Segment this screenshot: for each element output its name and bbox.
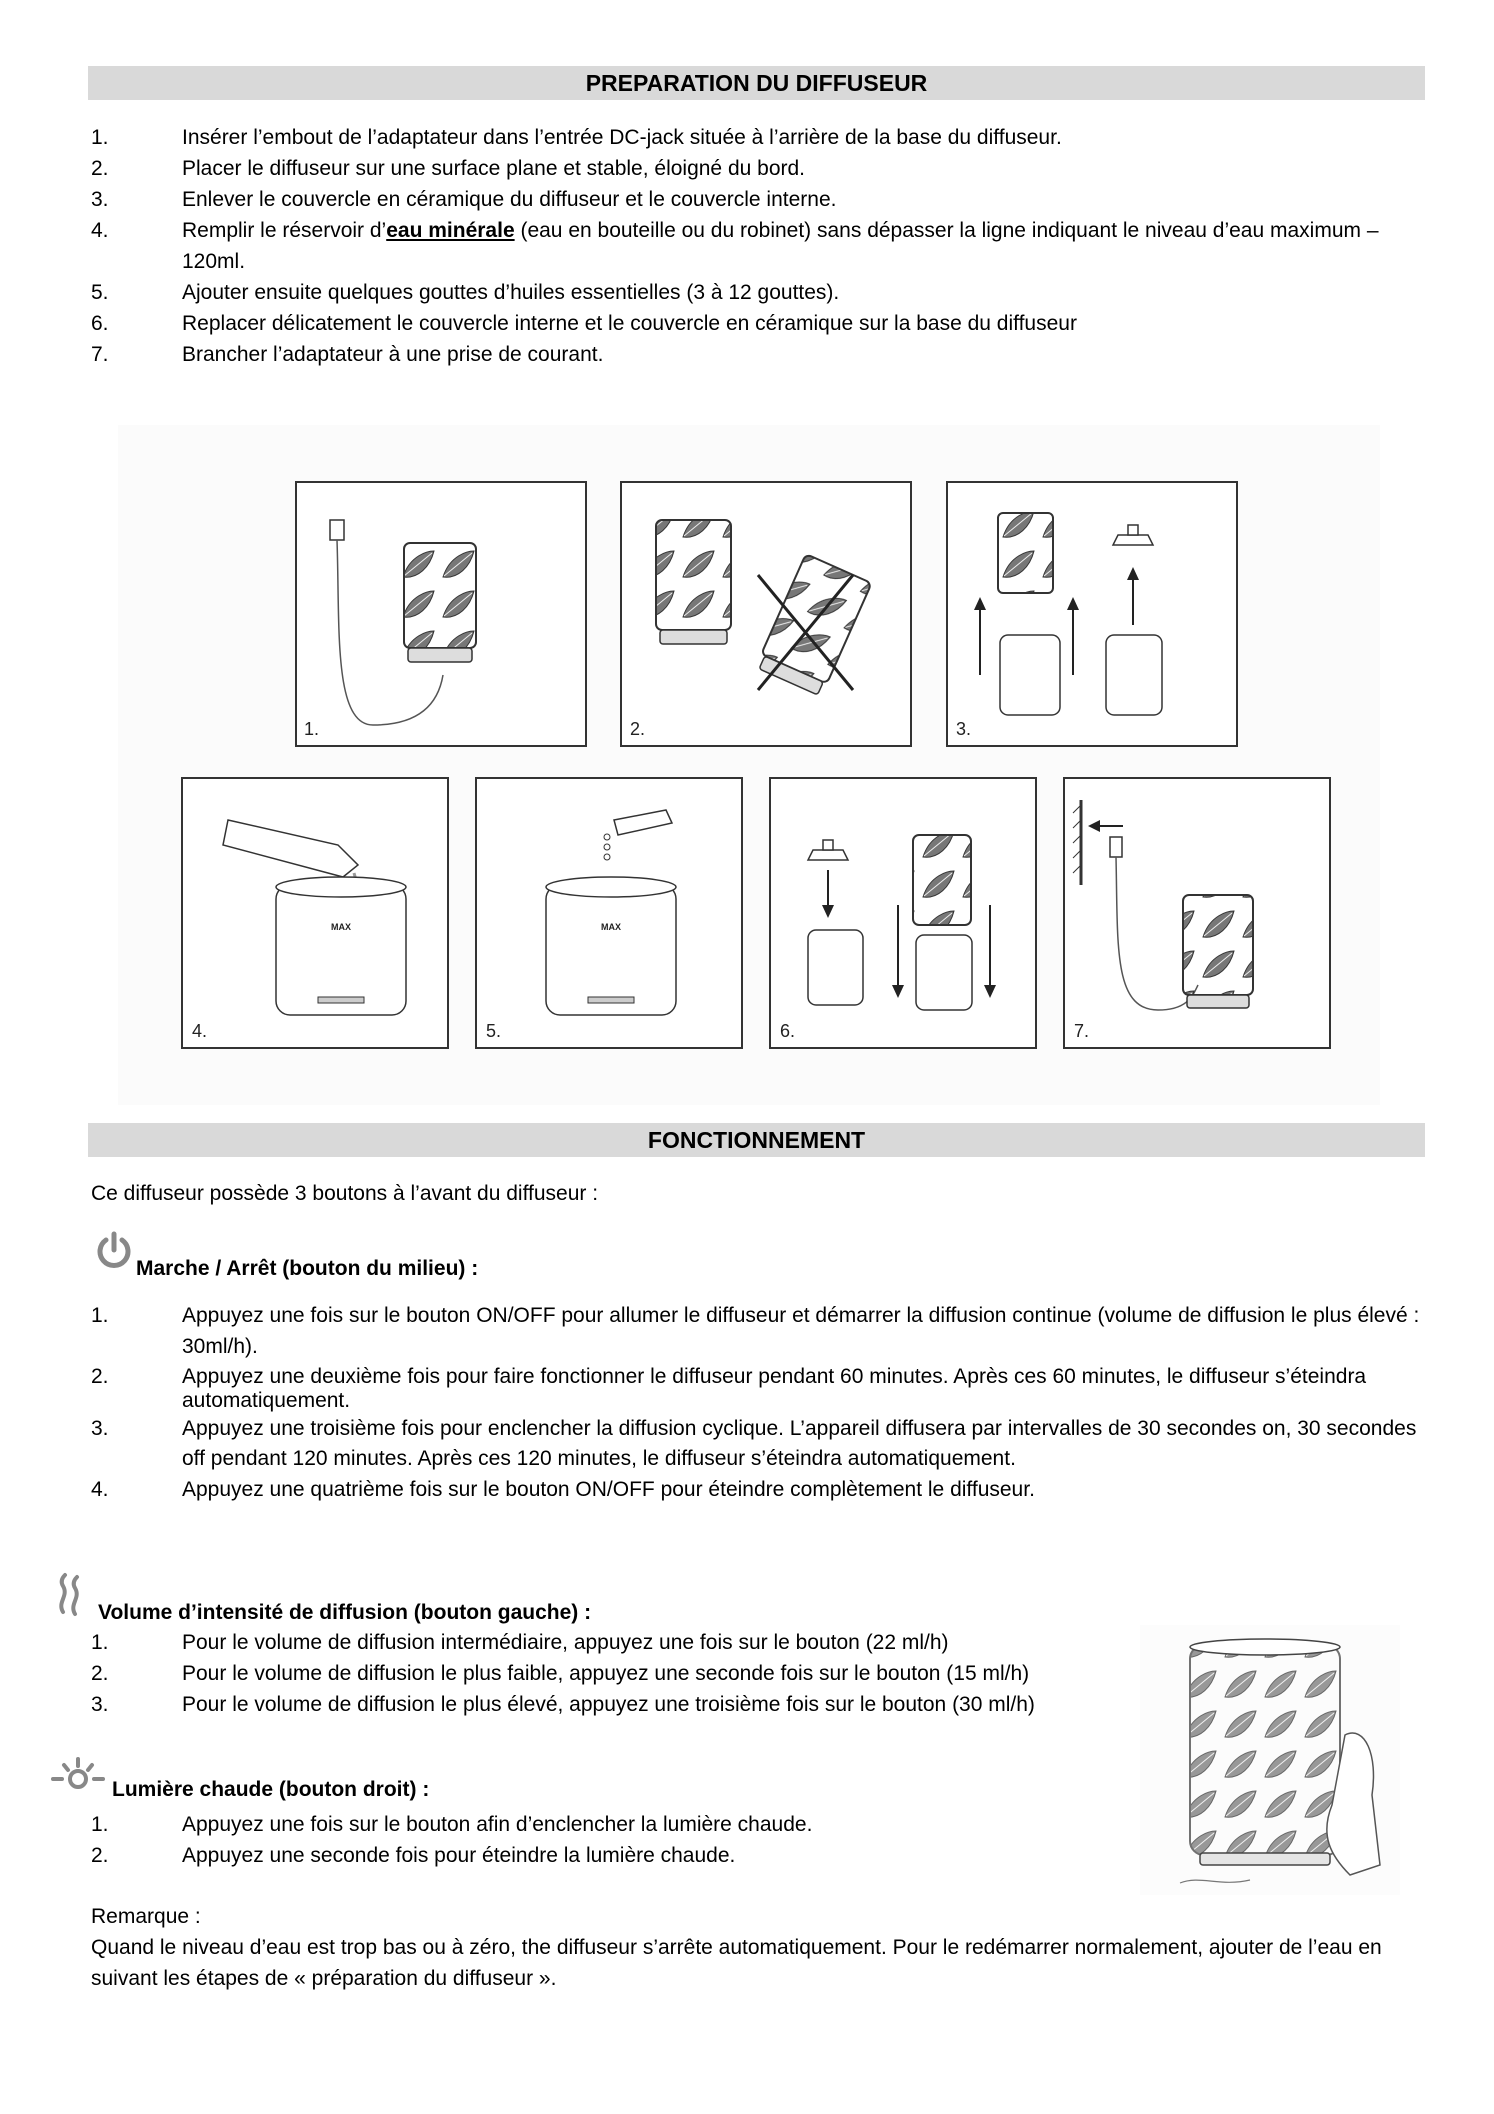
panel-label: 2. [630, 719, 646, 739]
volume-steps [91, 1627, 1131, 1720]
max-label: MAX [601, 922, 621, 932]
diffuser-hand-illustration [1140, 1625, 1400, 1895]
list-item: 3. Appuyez une troisième fois pour enclencher la diffusion cyclique. L’appareil diffusera par intervalles de 30 secondes on, 30 secondes off pendant 120 minutes. Après ces 120 minutes, le diffuseur s’éteindra automatiquement. [91, 1417, 1417, 1470]
list-item: 3. Enlever le couvercle en céramique du diffuseur et le couvercle interne. [91, 188, 837, 211]
remark-label: Remarque : [91, 1905, 201, 1928]
list-item: 1. Pour le volume de diffusion intermédiaire, appuyez une fois sur le bouton (22 ml/h) [91, 1631, 949, 1654]
list-item: 1. Insérer l’embout de l’adaptateur dans l’entrée DC-jack située à l’arrière de la base du diffuseur. [91, 126, 1062, 149]
list-item: 4. Remplir le réservoir d’eau minérale (eau en bouteille ou du robinet) sans dépasser la ligne indiquant le niveau d’eau maximum – 120ml. [91, 219, 1379, 273]
remark-text: Quand le niveau d’eau est trop bas ou à zéro, the diffuseur s’arrête automatiquement. Pour le redémarrer normalement, ajouter de l’eau en suivant les étapes de « préparation du diffuseur ». [91, 1936, 1382, 1990]
power-steps [91, 1300, 1431, 1505]
prep-title: PREPARATION DU DIFFUSEUR [88, 66, 1425, 100]
max-label: MAX [331, 922, 351, 932]
list-item: 2. Placer le diffuseur sur une surface plane et stable, éloigné du bord. [91, 157, 806, 180]
mist-icon [55, 1572, 91, 1618]
list-item: 6. Replacer délicatement le couvercle interne et le couvercle en céramique sur la base du diffuseur [91, 312, 1077, 335]
list-item: 2. Appuyez une seconde fois pour éteindre la lumière chaude. [91, 1844, 736, 1867]
power-heading: Marche / Arrêt (bouton du milieu) : [136, 1257, 479, 1280]
light-icon [50, 1757, 106, 1797]
power-icon [94, 1230, 134, 1270]
light-heading: Lumière chaude (bouton droit) : [112, 1778, 430, 1801]
light-steps [91, 1809, 1131, 1871]
list-item: 1. Appuyez une fois sur le bouton afin d’enclencher la lumière chaude. [91, 1813, 813, 1836]
panel-2 [621, 482, 911, 746]
panel-3 [947, 482, 1237, 746]
panel-label: 5. [486, 1021, 502, 1041]
list-item: 7. Brancher l’adaptateur à une prise de courant. [91, 343, 604, 366]
step-illustrations [118, 425, 1380, 1105]
panel-label: 3. [956, 719, 972, 739]
list-item: 5. Ajouter ensuite quelques gouttes d’huiles essentielles (3 à 12 gouttes). [91, 281, 840, 304]
panel-4 [182, 778, 448, 1048]
panel-5 [476, 778, 742, 1048]
volume-heading: Volume d’intensité de diffusion (bouton gauche) : [98, 1601, 592, 1624]
panel-1 [296, 482, 586, 746]
operation-title: FONCTIONNEMENT [88, 1123, 1425, 1157]
panel-7 [1064, 778, 1330, 1048]
list-item: 2. Appuyez une deuxième fois pour faire fonctionner le diffuseur pendant 60 minutes. Après ces 60 minutes, le diffuseur s’éteindra automatiquement. [91, 1365, 1367, 1412]
bold-term: eau minérale [386, 219, 515, 242]
operation-intro: Ce diffuseur possède 3 boutons à l’avant du diffuseur : [91, 1182, 599, 1205]
panel-label: 1. [304, 719, 320, 739]
list-item: 1. Appuyez une fois sur le bouton ON/OFF pour allumer le diffuseur et démarrer la diffusion continue (volume de diffusion le plus élevé : 30ml/h). [91, 1304, 1420, 1358]
panel-label: 7. [1074, 1021, 1090, 1041]
prep-steps [91, 122, 1431, 370]
list-item: 4. Appuyez une quatrième fois sur le bouton ON/OFF pour éteindre complètement le diffuseur. [91, 1478, 1035, 1501]
panel-label: 4. [192, 1021, 208, 1041]
panel-6 [770, 778, 1036, 1048]
list-item: 3. Pour le volume de diffusion le plus élevé, appuyez une troisième fois sur le bouton (30 ml/h) [91, 1693, 1035, 1716]
panel-label: 6. [780, 1021, 796, 1041]
list-item: 2. Pour le volume de diffusion le plus faible, appuyez une seconde fois sur le bouton (15 ml/h) [91, 1662, 1030, 1685]
